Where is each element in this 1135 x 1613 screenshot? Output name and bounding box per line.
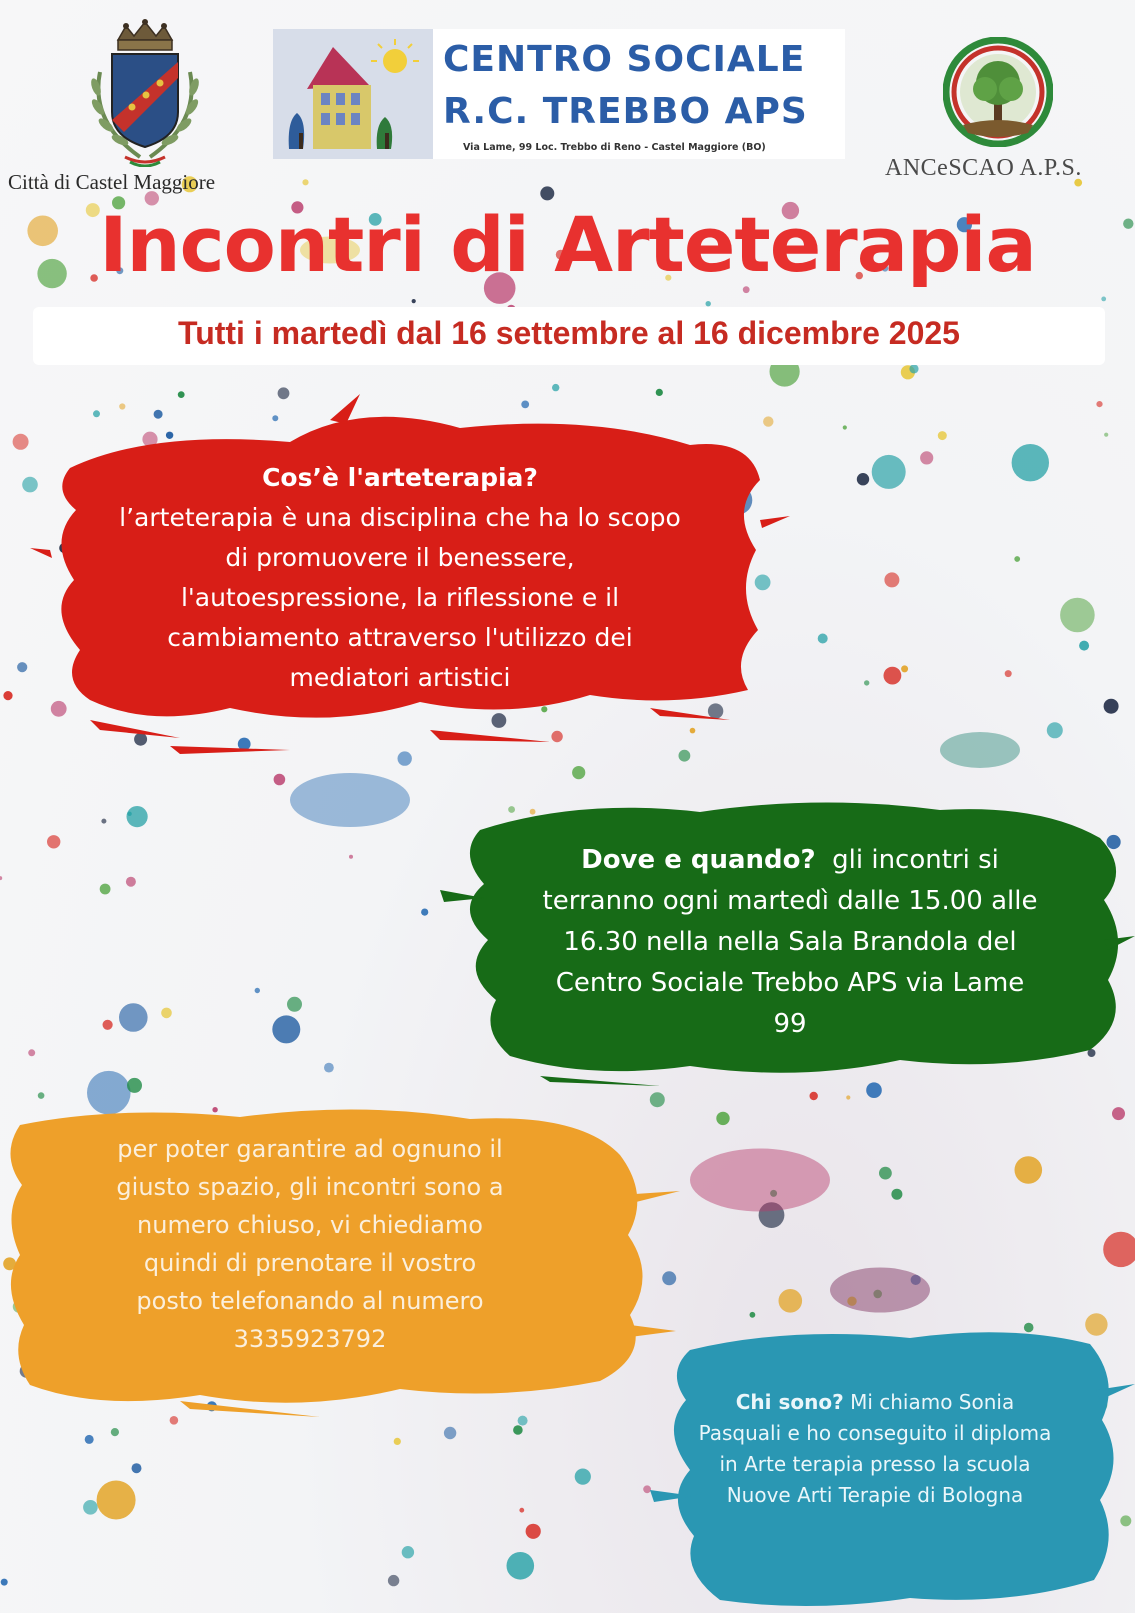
- paint-drop: [161, 1008, 172, 1019]
- paint-drop: [272, 1015, 300, 1043]
- paint-smear: [940, 732, 1020, 768]
- paint-drop: [402, 1546, 414, 1558]
- booking-line: per poter garantire ad ognuno il: [117, 1135, 503, 1163]
- paint-drop: [879, 1167, 892, 1180]
- where-when-line: terranno ogni martedì dalle 15.00 alle: [542, 886, 1038, 916]
- paint-drop: [1015, 1156, 1043, 1184]
- paint-drop: [17, 662, 27, 672]
- paint-drop: [83, 1500, 98, 1515]
- paint-smear: [690, 1149, 830, 1212]
- what-is-line: l'autoespressione, la riflessione e il: [180, 583, 620, 612]
- about-line: Pasquali e ho conseguito il diploma: [698, 1421, 1052, 1445]
- paint-drop: [1112, 1107, 1125, 1120]
- what-is-section: [80, 458, 720, 698]
- paint-drop: [3, 691, 12, 700]
- paint-drop: [97, 1481, 136, 1520]
- paint-drop: [1047, 722, 1063, 738]
- paint-drop: [810, 1092, 818, 1100]
- paint-drop: [255, 988, 260, 993]
- center-address: Via Lame, 99 Loc. Trebbo di Reno - Castel Maggiore (BO): [463, 142, 766, 153]
- paint-drop: [85, 1435, 94, 1444]
- what-is-heading: Cos’è l'arteterapia?: [262, 463, 538, 492]
- paint-drop: [127, 1078, 142, 1093]
- paint-drop: [111, 1428, 119, 1436]
- paint-drop: [13, 434, 29, 450]
- where-when-line: gli incontri si: [832, 845, 999, 875]
- where-when-line: 16.30 nella nella Sala Brandola del: [563, 927, 1017, 957]
- paint-drop: [909, 364, 918, 373]
- paint-drop: [750, 1312, 756, 1318]
- paint-drop: [421, 909, 428, 916]
- paint-drop: [818, 634, 828, 644]
- what-is-line: l’arteterapia è una disciplina che ha lo scopo: [119, 503, 681, 532]
- paint-smear: [830, 1268, 930, 1313]
- where-when-heading: Dove e quando?: [581, 845, 816, 875]
- booking-line: quindi di prenotare il vostro: [143, 1249, 477, 1277]
- paint-drop: [349, 855, 353, 859]
- castel-maggiore-crest-icon: [70, 12, 220, 167]
- paint-drop: [1103, 1232, 1135, 1267]
- paint-drop: [1, 1579, 8, 1586]
- what-is-line: mediatori artistici: [289, 663, 511, 692]
- booking-phone: 3335923792: [233, 1325, 387, 1353]
- paint-drop: [1005, 670, 1012, 677]
- center-title-line1: CENTRO SOCIALE: [443, 39, 806, 80]
- paint-drop: [901, 665, 908, 672]
- booking-line: numero chiuso, vi chiediamo: [137, 1211, 483, 1239]
- paint-drop: [526, 1524, 541, 1539]
- paint-drop: [843, 425, 847, 429]
- paint-drop: [302, 179, 308, 185]
- paint-drop: [1101, 297, 1106, 302]
- about-line: in Arte terapia presso la scuola: [719, 1452, 1031, 1476]
- where-when-line: Centro Sociale Trebbo APS via Lame: [555, 968, 1025, 998]
- paint-drop: [28, 1049, 35, 1056]
- where-when-line: 99: [773, 1009, 807, 1039]
- dates-banner: [33, 307, 1105, 365]
- paint-drop: [126, 877, 136, 887]
- paint-drop: [444, 1427, 456, 1439]
- centro-sociale-house-icon: [273, 29, 433, 159]
- paint-drop: [779, 1289, 803, 1313]
- paint-drop: [507, 1552, 535, 1580]
- about-first-line: [680, 1387, 1070, 1418]
- paint-drop: [103, 1020, 113, 1030]
- paint-drop: [388, 1575, 399, 1586]
- paint-drop: [47, 835, 60, 848]
- paint-drop: [127, 806, 148, 827]
- paint-drop: [857, 473, 869, 485]
- paint-drop: [891, 1189, 902, 1200]
- paint-drop: [1104, 433, 1108, 437]
- ancescao-caption: ANCeSCAO A.P.S.: [885, 155, 1082, 181]
- paint-drop: [519, 1508, 524, 1513]
- paint-drop: [101, 819, 106, 824]
- paint-drop: [1096, 401, 1102, 407]
- paint-drop: [1012, 444, 1049, 481]
- page-title: Incontri di Arteterapia: [99, 200, 1036, 289]
- center-title-line2: R.C. TREBBO APS: [443, 91, 808, 132]
- paint-drop: [864, 680, 869, 685]
- booking-section: [90, 1130, 530, 1358]
- about-line: Mi chiamo Sonia: [850, 1390, 1015, 1414]
- booking-line: posto telefonando al numero: [136, 1287, 484, 1315]
- paint-smear: [290, 773, 410, 827]
- paint-drop: [540, 186, 554, 200]
- paint-drop: [287, 997, 302, 1012]
- city-caption: Città di Castel Maggiore: [8, 170, 216, 194]
- ancescao-tree-icon: [943, 37, 1053, 147]
- paint-drop: [1060, 598, 1095, 633]
- paint-drop: [0, 876, 2, 880]
- about-section: [680, 1387, 1070, 1511]
- centro-sociale-logo: [273, 29, 845, 159]
- booking-line: giusto spazio, gli incontri sono a: [116, 1173, 504, 1201]
- paint-drop: [716, 1112, 729, 1125]
- paint-drop: [938, 431, 947, 440]
- what-is-line: cambiamento attraverso l'utilizzo dei: [167, 623, 633, 652]
- paint-drop: [1014, 556, 1020, 562]
- paint-drop: [706, 301, 711, 306]
- paint-drop: [513, 1425, 523, 1435]
- paint-drop: [394, 1438, 401, 1445]
- paint-drop: [412, 299, 416, 303]
- where-when-section: [500, 840, 1080, 1045]
- paint-drop: [127, 812, 131, 816]
- paint-drop: [1104, 699, 1119, 714]
- paint-drop: [846, 1095, 850, 1099]
- paint-drop: [884, 572, 899, 587]
- paint-drop: [575, 1469, 591, 1485]
- paint-drop: [119, 1003, 148, 1032]
- about-heading: Chi sono?: [735, 1390, 844, 1414]
- paint-drop: [920, 451, 933, 464]
- what-is-line: di promuovere il benessere,: [225, 543, 575, 572]
- paint-drop: [324, 1063, 334, 1073]
- about-line: Nuove Arti Terapie di Bologna: [726, 1483, 1024, 1507]
- paint-drop: [100, 884, 111, 895]
- where-when-first-line: [500, 840, 1080, 881]
- paint-drop: [872, 455, 906, 489]
- paint-drop: [884, 667, 902, 685]
- dates-banner-text: Tutti i martedì dal 16 settembre al 16 dicembre 2025: [178, 315, 960, 351]
- paint-drop: [1079, 641, 1089, 651]
- paint-drop: [132, 1463, 142, 1473]
